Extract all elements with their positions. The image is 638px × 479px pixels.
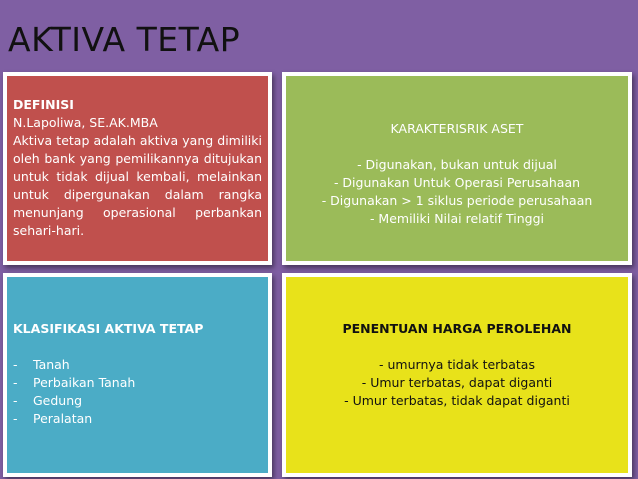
slide-title: AKTIVA TETAP — [8, 20, 241, 59]
list-item: - Digunakan, bukan untuk dijual — [357, 157, 557, 172]
list-item: - umurnya tidak terbatas — [379, 357, 535, 372]
klasifikasi-box — [3, 273, 272, 477]
klasifikasi-list — [13, 356, 135, 428]
definisi-text: Aktiva tetap adalah aktiva yang dimiliki oleh bank yang pemilikannya ditujukan untuk tidak dijual kembali, melainkan untuk dipergunakan dalam rangka menunjang operasional perbankan sehari-hari. — [13, 133, 262, 238]
definisi-box — [3, 72, 272, 265]
list-item: - Digunakan Untuk Operasi Perusahaan — [333, 175, 581, 190]
list-item: - Peralatan — [13, 411, 93, 426]
karakteristik-box — [282, 72, 632, 265]
karakteristik-list — [286, 156, 628, 228]
list-item: - Umur terbatas, dapat diganti — [361, 375, 553, 390]
list-item: - Tanah — [13, 357, 70, 372]
klasifikasi-heading: KLASIFIKASI AKTIVA TETAP — [13, 321, 204, 336]
list-item: - Umur terbatas, tidak dapat diganti — [344, 393, 570, 408]
karakteristik-heading: KARAKTERISRIK ASET — [390, 121, 524, 136]
definisi-heading: DEFINISI — [13, 97, 74, 112]
list-item: - Digunakan > 1 siklus periode perusahaan — [321, 193, 593, 208]
penentuan-box — [282, 273, 632, 477]
list-item: - Gedung — [13, 393, 83, 408]
penentuan-heading: PENENTUAN HARGA PEROLEHAN — [342, 321, 572, 336]
list-item: - Perbaikan Tanah — [13, 375, 136, 390]
definisi-author: N.Lapoliwa, SE.AK.MBA — [13, 115, 158, 130]
list-item: - Memiliki Nilai relatif Tinggi — [369, 211, 545, 226]
penentuan-list — [286, 356, 628, 410]
